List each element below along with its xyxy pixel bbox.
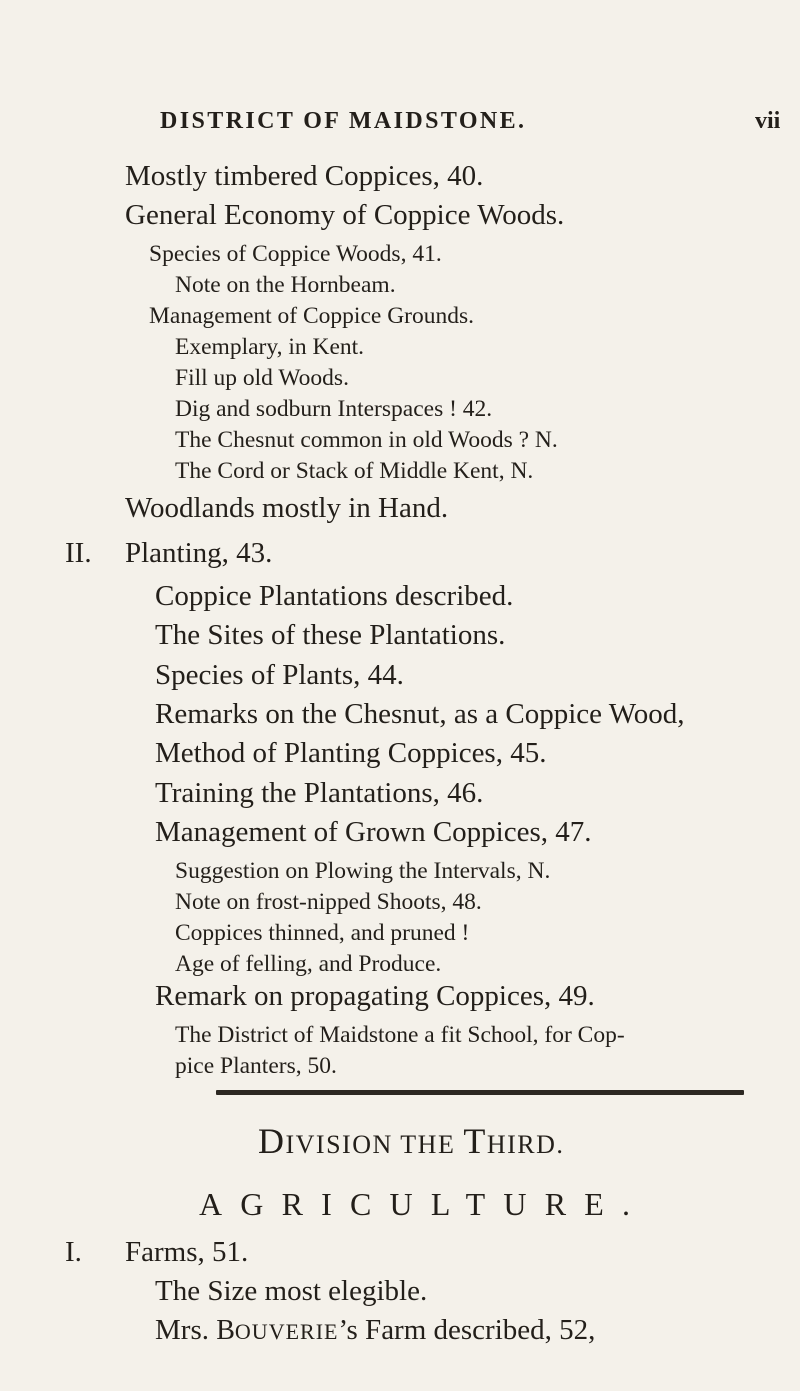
toc-line: Management of Coppice Grounds.	[149, 303, 475, 329]
toc-line: The Size most elegible.	[155, 1275, 428, 1307]
toc-line	[155, 1314, 595, 1347]
toc-line: Farms, 51.	[125, 1236, 249, 1268]
toc-line: The District of Maidstone a fit School, for Cop-	[175, 1022, 625, 1048]
toc-text: ’s Farm described, 52,	[338, 1314, 596, 1346]
toc-line: Management of Grown Coppices, 47.	[155, 816, 592, 848]
toc-line: Training the Plantations, 46.	[155, 777, 484, 809]
page-number: vii	[755, 108, 781, 134]
toc-line: Exemplary, in Kent.	[175, 334, 365, 360]
division-letter: T	[463, 1121, 487, 1161]
running-head: DISTRICT OF MAIDSTONE.	[160, 108, 527, 134]
toc-line: Note on the Hornbeam.	[175, 272, 396, 298]
division-text: HIRD.	[486, 1130, 565, 1159]
toc-line: Method of Planting Coppices, 45.	[155, 737, 547, 769]
toc-line: Mostly timbered Coppices, 40.	[125, 160, 484, 192]
toc-line: General Economy of Coppice Woods.	[125, 199, 565, 231]
section-rule	[216, 1090, 744, 1095]
section-numeral: II.	[65, 537, 92, 569]
division-text: IVISION THE	[285, 1130, 464, 1159]
toc-line: Suggestion on Plowing the Intervals, N.	[175, 858, 551, 884]
toc-line: Note on frost-nipped Shoots, 48.	[175, 889, 482, 915]
toc-line: Planting, 43.	[125, 537, 273, 569]
toc-line: Dig and sodburn Interspaces ! 42.	[175, 396, 493, 422]
person-name	[216, 1315, 339, 1346]
toc-line: Coppices thinned, and pruned !	[175, 920, 470, 946]
toc-line: Species of Plants, 44.	[155, 659, 404, 691]
toc-line: The Sites of these Plantations.	[155, 619, 506, 651]
toc-line: Fill up old Woods.	[175, 365, 349, 391]
toc-line: The Cord or Stack of Middle Kent, N.	[175, 458, 534, 484]
toc-line: Remark on propagating Coppices, 49.	[155, 980, 595, 1012]
toc-text: Mrs.	[155, 1314, 217, 1346]
toc-line: pice Planters, 50.	[175, 1053, 337, 1079]
toc-line: Coppice Plantations described.	[155, 580, 514, 612]
toc-line: Woodlands mostly in Hand.	[125, 492, 449, 524]
toc-line: Species of Coppice Woods, 41.	[149, 241, 442, 267]
division-letter: D	[258, 1121, 286, 1161]
section-numeral: I.	[65, 1236, 82, 1268]
person-name-initial: B	[216, 1315, 235, 1346]
toc-line: Remarks on the Chesnut, as a Coppice Wood,	[155, 698, 685, 730]
page-header	[0, 108, 800, 148]
agriculture-heading: AGRICULTURE.	[199, 1186, 649, 1222]
person-name-rest: OUVERIE	[234, 1319, 339, 1344]
toc-line: The Chesnut common in old Woods ? N.	[175, 427, 558, 453]
toc-line: Age of felling, and Produce.	[175, 951, 442, 977]
division-heading	[258, 1120, 564, 1162]
